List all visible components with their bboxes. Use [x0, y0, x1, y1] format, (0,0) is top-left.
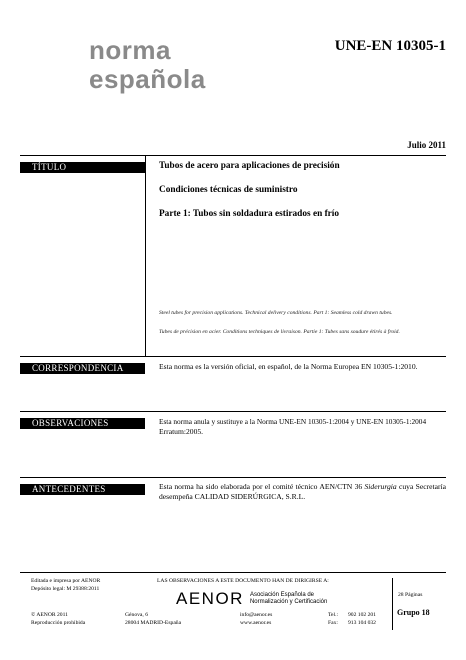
antecedentes-text-before: Esta norma ha sido elaborada por el comité técnico AEN/CTN 36 [159, 482, 365, 491]
footer-group: Grupo 18 [397, 608, 430, 617]
standard-code: UNE-EN 10305-1 [334, 38, 446, 54]
footer-tel: 902 102 201 [348, 612, 376, 618]
section-label-titulo: TÍTULO [20, 162, 145, 173]
brand-title [89, 36, 206, 94]
brand-line-2: española [89, 64, 206, 94]
footer-edited-by: Editada e impresa por AENOR [31, 578, 101, 584]
aenor-logo-subtitle-line-2: Normalización y Certificación [249, 599, 328, 605]
footer-address-line-2: 28004 MADRID-España [125, 619, 182, 626]
title-line-3: Parte 1: Tubos sin soldadura estirados en frío [159, 209, 340, 219]
aenor-logo-text: AENOR [176, 589, 244, 608]
correspondencia-top-rule [20, 356, 446, 357]
footer-copyright-block [31, 612, 85, 627]
footer-web: www.aenor.es [240, 619, 272, 626]
footer-deposito: Depósito legal: M 29388:2011 [31, 585, 100, 592]
observaciones-text [159, 417, 449, 437]
title-line-2: Condiciones técnicas de suministro [159, 185, 298, 195]
observaciones-top-rule [20, 411, 446, 412]
footer-vertical-rule [392, 578, 393, 630]
publication-date: Julio 2011 [407, 140, 446, 150]
correspondencia-text: Esta norma es la versión oficial, en español, de la Norma Europea EN 10305-1:2010. [159, 362, 418, 371]
observaciones-text-line-2: Erratum:2005. [159, 427, 204, 436]
footer-email: info@aenor.es [240, 612, 273, 618]
antecedentes-text-after: cuya Secretaría desempeña CALIDAD SIDERÚRGICA, S.R.L. [159, 482, 447, 501]
footer-edition-block [31, 578, 100, 593]
footer-copyright: © AENOR 2011 [31, 612, 68, 618]
footer-fax: 913 104 032 [348, 619, 376, 626]
observaciones-text-line-1: Esta norma anula y sustituye a la Norma UNE-EN 10305-1:2004 y UNE-EN 10305-1:2004 [159, 417, 427, 426]
footer-tel-label: Tel.: [328, 612, 339, 618]
aenor-logo [176, 589, 327, 609]
antecedentes-text [159, 482, 446, 502]
title-top-rule [20, 155, 446, 156]
footer-reproduction: Reproducción prohibida [31, 619, 86, 626]
antecedentes-top-rule [20, 477, 446, 478]
title-translation-fr: Tubes de précision en acier. Conditions techniques de livraison. Partie 1: Tubes sans soudure étirés à froid. [159, 329, 400, 335]
footer-address-line-1: Génova, 6 [125, 612, 148, 618]
section-label-antecedentes: ANTECEDENTES [20, 484, 145, 495]
title-translation-en: Steel tubes for precision applications. Technical delivery conditions. Part 1: Seamless cold drawn tubes. [159, 310, 393, 316]
antecedentes-text-italic: Siderurgia [364, 482, 397, 491]
footer-pages: 28 Páginas [398, 592, 423, 598]
section-label-observaciones: OBSERVACIONES [20, 418, 145, 429]
footer-observations-notice: LAS OBSERVACIONES A ESTE DOCUMENTO HAN DE DIRIGIRSE A: [157, 578, 329, 584]
aenor-logo-subtitle-line-1: Asociación Española de [249, 592, 315, 598]
footer-top-rule [20, 572, 446, 573]
title-line-1: Tubos de acero para aplicaciones de precisión [159, 161, 340, 171]
footer-fax-label: Fax: [328, 619, 338, 626]
title-vertical-rule [145, 155, 146, 356]
footer-phone-block [328, 612, 376, 627]
footer-address [125, 612, 181, 627]
brand-line-1: norma [89, 35, 171, 65]
section-label-correspondencia: CORRESPONDENCIA [20, 363, 145, 374]
aenor-logo-subtitle [250, 592, 327, 606]
footer-contact [240, 612, 272, 627]
